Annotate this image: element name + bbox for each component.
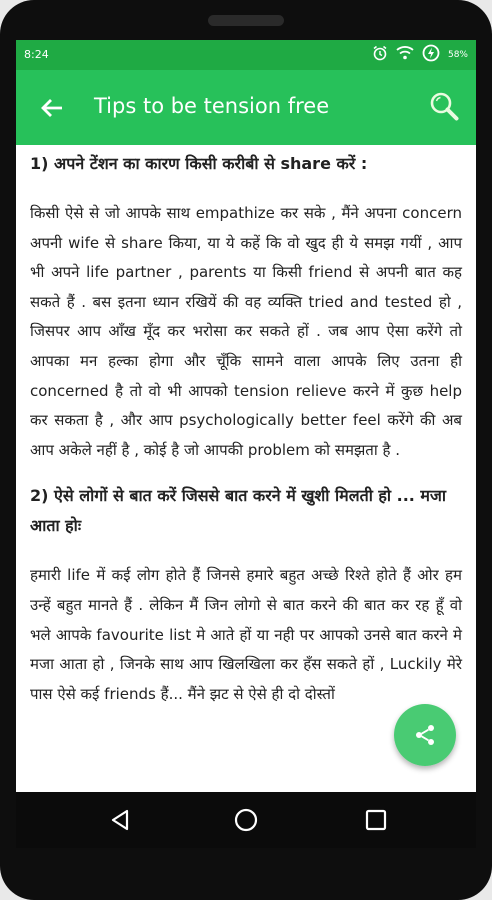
home-circle-icon[interactable] [232, 806, 260, 834]
search-icon[interactable] [428, 90, 460, 122]
battery-percent: 58% [447, 49, 468, 60]
back-triangle-icon[interactable] [106, 806, 134, 834]
earpiece-speaker [208, 15, 284, 26]
page-title: Tips to be tension free [94, 94, 330, 118]
section-body-2: हमारी life में कई लोग होते हैं जिनसे हमारे बहुत अच्छे रिश्ते होते हैं ओर हम उन्हें बहुत मानते हैं . लेकिन मैं जिन लोगो से बात करने की बात कर रह हूँ वो भले आपके favourite list मे आते हों या नही पर आपको उनसे बात करने मे मजा आता हो , जिनके साथ आप खिलखिला कर हँस सकते हों , Luckily मेरे पास ऐसे कई friends हैं... मैंने झट से ऐसे ही दो दोस्तों [30, 566, 462, 703]
screen [16, 40, 476, 848]
section-body-1: किसी ऐसे से जो आपके साथ empathize कर सके , मैंने अपना concern अपनी wife से share किया, या ये कहें कि वो खुद ही ये समझ गयीं , आप भी अपने life partner , parents या किसी friend से अपनी बात कह सकते हैं . बस इतना ध्यान रखियें की वह व्यक्ति tried and tested हो , जिसपर आप आँख मूँद कर भरोसा कर सकते हों . जब आप ऐसा करेंगे तो आपका मन हल्का होगा और चूँकि सामने वाला आपके लिए उतना ही concerned है तो वो भी आपको tension relieve करने में कुछ help कर सकता है , और आप psychologically better feel करेंगे की अब आप अकेले नहीं है , कोई है जो आपकी problem को समझता है . [30, 204, 462, 459]
section-heading-1: 1) अपने टेंशन का कारण किसी करीबी से share करें : [30, 154, 368, 173]
recents-square-icon[interactable] [362, 806, 390, 834]
back-arrow-icon[interactable] [38, 94, 66, 122]
system-nav-bar [16, 792, 476, 848]
battery-icon [422, 44, 440, 65]
app-bar [16, 70, 476, 145]
article-content [30, 145, 462, 709]
alarm-icon [372, 45, 388, 64]
wifi-icon [396, 45, 414, 64]
status-bar [16, 40, 476, 70]
status-time: 8:24 [24, 48, 49, 61]
status-icons [372, 44, 468, 65]
share-icon [413, 723, 437, 747]
section-heading-2: 2) ऐसे लोगों से बात करें जिससे बात करने में खुशी मिलती हो ... मजा आता होः [30, 486, 447, 536]
share-button[interactable] [394, 704, 456, 766]
